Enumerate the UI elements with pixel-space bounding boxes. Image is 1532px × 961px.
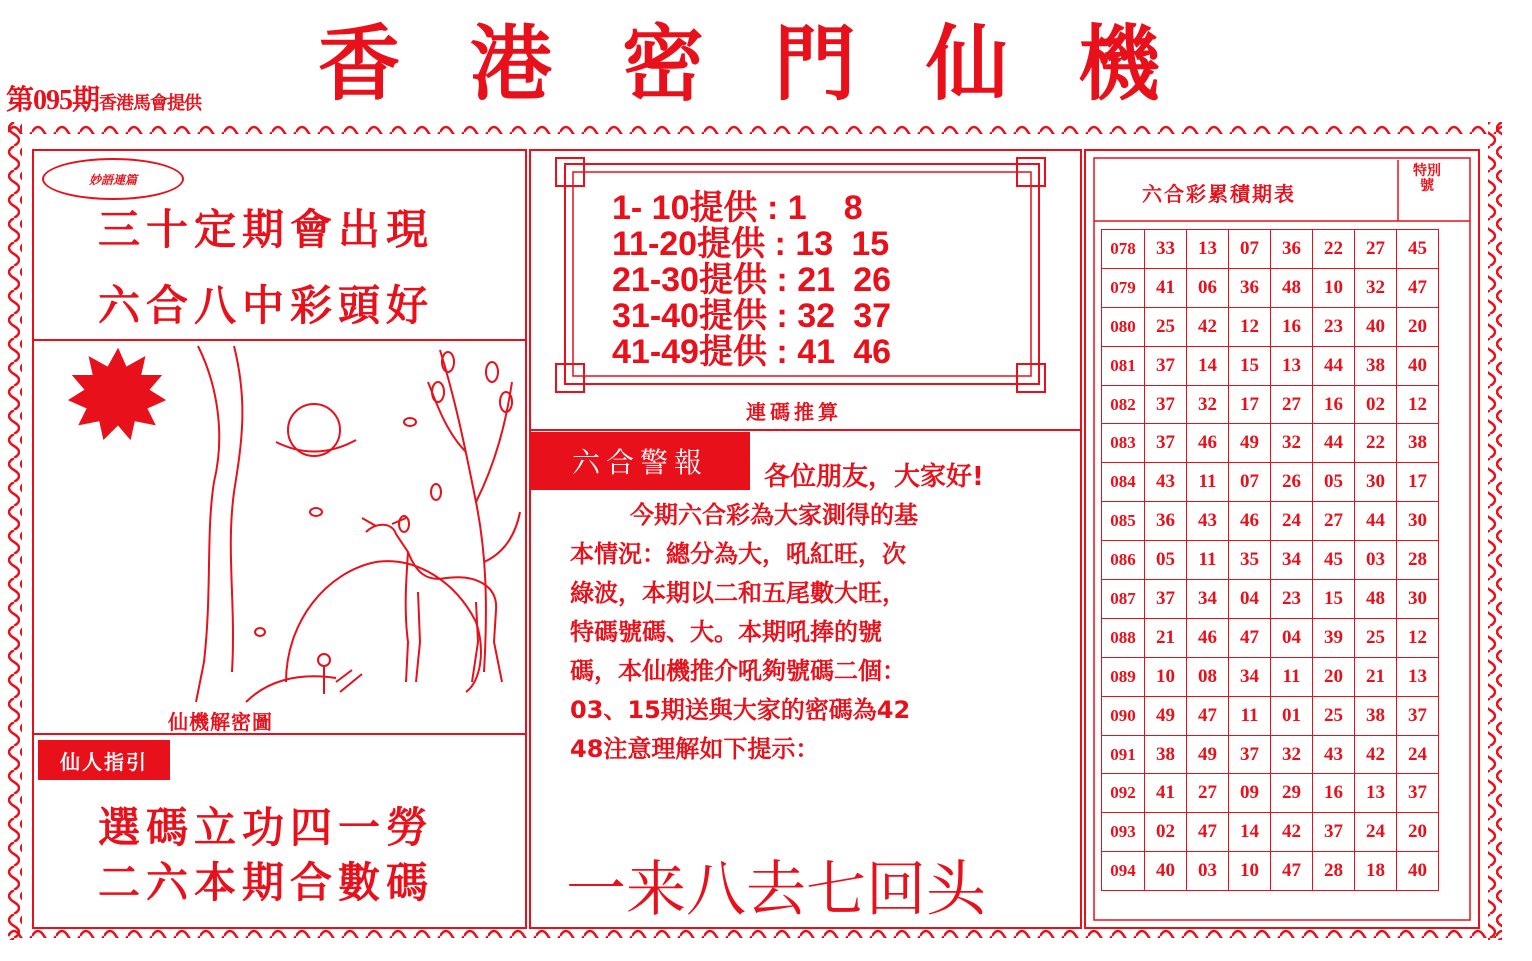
- table-row: [1102, 541, 1439, 580]
- number-cell: 37: [1145, 580, 1187, 619]
- number-cell: 39: [1313, 618, 1355, 657]
- number-cell: 32: [1355, 268, 1397, 307]
- range-num-a: 13: [795, 225, 834, 263]
- range-list: [612, 190, 891, 370]
- range-num-b: 46: [853, 333, 892, 371]
- number-cell: 13: [1397, 657, 1439, 696]
- number-cell: 49: [1145, 696, 1187, 735]
- number-cell: 47: [1397, 268, 1439, 307]
- range-num-a: 21: [797, 261, 836, 299]
- number-cell: 10: [1313, 268, 1355, 307]
- range-num-b: 26: [853, 261, 892, 299]
- range-row: 31-40提供 : 32 37: [612, 297, 892, 335]
- number-cell: 04: [1271, 618, 1313, 657]
- guide-line-2: 二六本期合數碼: [98, 858, 435, 907]
- number-cell: 32: [1271, 424, 1313, 463]
- number-cell: 33: [1145, 230, 1187, 269]
- number-cell: 27: [1187, 774, 1229, 813]
- period-cell: 091: [1102, 735, 1145, 774]
- number-cell: 24: [1355, 813, 1397, 852]
- number-cell: 28: [1397, 541, 1439, 580]
- number-cell: 04: [1229, 580, 1271, 619]
- table-row: [1102, 618, 1439, 657]
- number-cell: 43: [1145, 463, 1187, 502]
- article-line-2: 本情況：總分為大，吼紅旺，次: [570, 540, 906, 568]
- period-cell: 080: [1102, 307, 1145, 346]
- range-label: 41-49提供: [612, 333, 767, 371]
- number-cell: 37: [1145, 424, 1187, 463]
- greeting: 各位朋友，大家好!: [764, 462, 984, 492]
- period-cell: 084: [1102, 463, 1145, 502]
- number-cell: 27: [1271, 385, 1313, 424]
- number-cell: 05: [1313, 463, 1355, 502]
- number-cell: 30: [1355, 463, 1397, 502]
- number-cell: 15: [1229, 346, 1271, 385]
- number-cell: 23: [1313, 307, 1355, 346]
- range-num-b: 37: [853, 297, 892, 335]
- number-cell: 20: [1313, 657, 1355, 696]
- number-cell: 38: [1355, 346, 1397, 385]
- number-cell: 09: [1229, 774, 1271, 813]
- number-cell: 13: [1271, 346, 1313, 385]
- number-cell: 37: [1229, 735, 1271, 774]
- number-cell: 02: [1355, 385, 1397, 424]
- range-num-b: 15: [851, 225, 890, 263]
- number-cell: 22: [1355, 424, 1397, 463]
- range-num-a: 1: [787, 189, 807, 227]
- number-cell: 36: [1271, 230, 1313, 269]
- number-cell: 46: [1187, 618, 1229, 657]
- range-label: 11-20提供: [612, 225, 766, 263]
- number-cell: 46: [1229, 502, 1271, 541]
- period-cell: 087: [1102, 580, 1145, 619]
- number-cell: 40: [1355, 307, 1397, 346]
- range-num-b: 8: [843, 189, 863, 227]
- number-cell: 28: [1313, 852, 1355, 891]
- table-row: [1102, 852, 1439, 891]
- period-cell: 081: [1102, 346, 1145, 385]
- range-row: 21-30提供 : 21 26: [612, 261, 892, 299]
- period-cell: 093: [1102, 813, 1145, 852]
- number-cell: 24: [1397, 735, 1439, 774]
- number-cell: 41: [1145, 268, 1187, 307]
- motto: 一来八去七回头: [566, 855, 986, 925]
- period-cell: 083: [1102, 424, 1145, 463]
- number-cell: 43: [1313, 735, 1355, 774]
- number-cell: 42: [1271, 813, 1313, 852]
- number-cell: 48: [1271, 268, 1313, 307]
- alert-tag: 六合警報: [530, 432, 750, 490]
- page-title: 香港密門仙機: [318, 17, 1231, 112]
- number-cell: 27: [1313, 502, 1355, 541]
- number-cell: 17: [1397, 463, 1439, 502]
- table-row: [1102, 774, 1439, 813]
- number-cell: 34: [1271, 541, 1313, 580]
- number-cell: 49: [1187, 735, 1229, 774]
- number-cell: 07: [1229, 230, 1271, 269]
- number-cell: 06: [1187, 268, 1229, 307]
- range-label: 21-30提供: [612, 261, 767, 299]
- number-cell: 20: [1397, 307, 1439, 346]
- article-line-4: 特碼號碼、大。本期吼捧的號: [570, 618, 882, 646]
- period-cell: 090: [1102, 696, 1145, 735]
- article-line-3: 綠波，本期以二和五尾數大旺，: [570, 579, 906, 607]
- number-cell: 05: [1145, 541, 1187, 580]
- table-row: [1102, 657, 1439, 696]
- number-cell: 47: [1187, 696, 1229, 735]
- number-cell: 26: [1271, 463, 1313, 502]
- number-cell: 14: [1187, 346, 1229, 385]
- number-cell: 38: [1355, 696, 1397, 735]
- ranges-label: 連碼推算: [746, 400, 842, 424]
- number-cell: 17: [1229, 385, 1271, 424]
- number-cell: 45: [1313, 541, 1355, 580]
- range-label: 1- 10提供: [612, 189, 758, 227]
- number-cell: 21: [1355, 657, 1397, 696]
- number-cell: 25: [1145, 307, 1187, 346]
- number-cell: 37: [1397, 696, 1439, 735]
- period-cell: 089: [1102, 657, 1145, 696]
- guide-line-1: 選碼立功四一勞: [98, 803, 435, 852]
- number-cell: 11: [1271, 657, 1313, 696]
- number-cell: 13: [1355, 774, 1397, 813]
- number-cell: 01: [1271, 696, 1313, 735]
- number-cell: 18: [1355, 852, 1397, 891]
- number-cell: 14: [1229, 813, 1271, 852]
- number-cell: 21: [1145, 618, 1187, 657]
- number-cell: 29: [1271, 774, 1313, 813]
- table-row: [1102, 307, 1439, 346]
- number-cell: 32: [1187, 385, 1229, 424]
- verse-line-2: 六合八中彩頭好: [98, 281, 435, 330]
- range-num-a: 41: [797, 333, 836, 371]
- number-cell: 12: [1397, 385, 1439, 424]
- table-row: [1102, 424, 1439, 463]
- number-cell: 42: [1187, 307, 1229, 346]
- number-cell: 25: [1355, 618, 1397, 657]
- article-line-5: 碼，本仙機推介吼夠號碼二個：: [570, 657, 906, 685]
- results-table: [1101, 229, 1439, 891]
- period-cell: 092: [1102, 774, 1145, 813]
- table-row: [1102, 230, 1439, 269]
- number-cell: 30: [1397, 502, 1439, 541]
- period-cell: 078: [1102, 230, 1145, 269]
- table-row: [1102, 735, 1439, 774]
- number-cell: 38: [1145, 735, 1187, 774]
- number-cell: 40: [1397, 346, 1439, 385]
- table-row: [1102, 385, 1439, 424]
- number-cell: 38: [1397, 424, 1439, 463]
- provider-label: 香港馬會提供: [99, 93, 202, 114]
- number-cell: 16: [1271, 307, 1313, 346]
- number-cell: 24: [1271, 502, 1313, 541]
- range-num-a: 32: [797, 297, 836, 335]
- number-cell: 27: [1355, 230, 1397, 269]
- number-cell: 11: [1229, 696, 1271, 735]
- number-cell: 07: [1229, 463, 1271, 502]
- article-line-6: 03、15期送與大家的密碼為42: [570, 696, 911, 724]
- illustration-caption: 仙機解密圖: [168, 710, 273, 734]
- period-cell: 079: [1102, 268, 1145, 307]
- number-cell: 03: [1187, 852, 1229, 891]
- table-row: [1102, 346, 1439, 385]
- deer-illustration: [36, 342, 524, 732]
- article-line-7: 48注意理解如下提示：: [570, 735, 820, 763]
- number-cell: 32: [1271, 735, 1313, 774]
- number-cell: 35: [1229, 541, 1271, 580]
- issue-label: 第095期: [6, 85, 100, 116]
- number-cell: 15: [1313, 580, 1355, 619]
- number-cell: 12: [1397, 618, 1439, 657]
- number-cell: 02: [1145, 813, 1187, 852]
- table-row: [1102, 813, 1439, 852]
- table-row: [1102, 268, 1439, 307]
- number-cell: 37: [1313, 813, 1355, 852]
- special-label: 特別號: [1413, 163, 1441, 194]
- number-cell: 40: [1397, 852, 1439, 891]
- number-cell: 11: [1187, 463, 1229, 502]
- verse-line-1: 三十定期會出現: [98, 205, 435, 254]
- number-cell: 12: [1229, 307, 1271, 346]
- number-cell: 16: [1313, 385, 1355, 424]
- number-cell: 37: [1397, 774, 1439, 813]
- number-cell: 44: [1313, 346, 1355, 385]
- number-cell: 40: [1145, 852, 1187, 891]
- table-row: [1102, 502, 1439, 541]
- number-cell: 47: [1271, 852, 1313, 891]
- period-cell: 088: [1102, 618, 1145, 657]
- period-cell: 086: [1102, 541, 1145, 580]
- number-cell: 25: [1313, 696, 1355, 735]
- number-cell: 44: [1313, 424, 1355, 463]
- period-cell: 085: [1102, 502, 1145, 541]
- number-cell: 36: [1145, 502, 1187, 541]
- number-cell: 45: [1397, 230, 1439, 269]
- number-cell: 46: [1187, 424, 1229, 463]
- number-cell: 36: [1229, 268, 1271, 307]
- number-cell: 13: [1187, 230, 1229, 269]
- table-row: [1102, 696, 1439, 735]
- number-cell: 34: [1187, 580, 1229, 619]
- number-cell: 42: [1355, 735, 1397, 774]
- number-cell: 10: [1145, 657, 1187, 696]
- range-row: 41-49提供 : 41 46: [612, 333, 892, 371]
- range-row: 1- 10提供 : 1 8: [612, 189, 863, 227]
- table-title: 六合彩累積期表: [1142, 182, 1296, 206]
- number-cell: 47: [1187, 813, 1229, 852]
- number-cell: 16: [1313, 774, 1355, 813]
- number-cell: 43: [1187, 502, 1229, 541]
- guide-tag: 仙人指引: [38, 740, 170, 780]
- number-cell: 44: [1355, 502, 1397, 541]
- number-cell: 20: [1397, 813, 1439, 852]
- number-cell: 47: [1229, 618, 1271, 657]
- number-cell: 11: [1187, 541, 1229, 580]
- period-cell: 094: [1102, 852, 1145, 891]
- table-row: [1102, 463, 1439, 502]
- number-cell: 48: [1355, 580, 1397, 619]
- number-cell: 30: [1397, 580, 1439, 619]
- range-label: 31-40提供: [612, 297, 767, 335]
- number-cell: 08: [1187, 657, 1229, 696]
- period-cell: 082: [1102, 385, 1145, 424]
- article-line-1: 今期六合彩為大家測得的基: [630, 501, 918, 529]
- badge-label: 妙語連篇: [42, 158, 184, 200]
- number-cell: 37: [1145, 385, 1187, 424]
- range-row: 11-20提供 : 13 15: [612, 225, 890, 263]
- number-cell: 23: [1271, 580, 1313, 619]
- number-cell: 22: [1313, 230, 1355, 269]
- number-cell: 34: [1229, 657, 1271, 696]
- number-cell: 37: [1145, 346, 1187, 385]
- number-cell: 10: [1229, 852, 1271, 891]
- number-cell: 49: [1229, 424, 1271, 463]
- table-row: [1102, 580, 1439, 619]
- number-cell: 03: [1355, 541, 1397, 580]
- number-cell: 41: [1145, 774, 1187, 813]
